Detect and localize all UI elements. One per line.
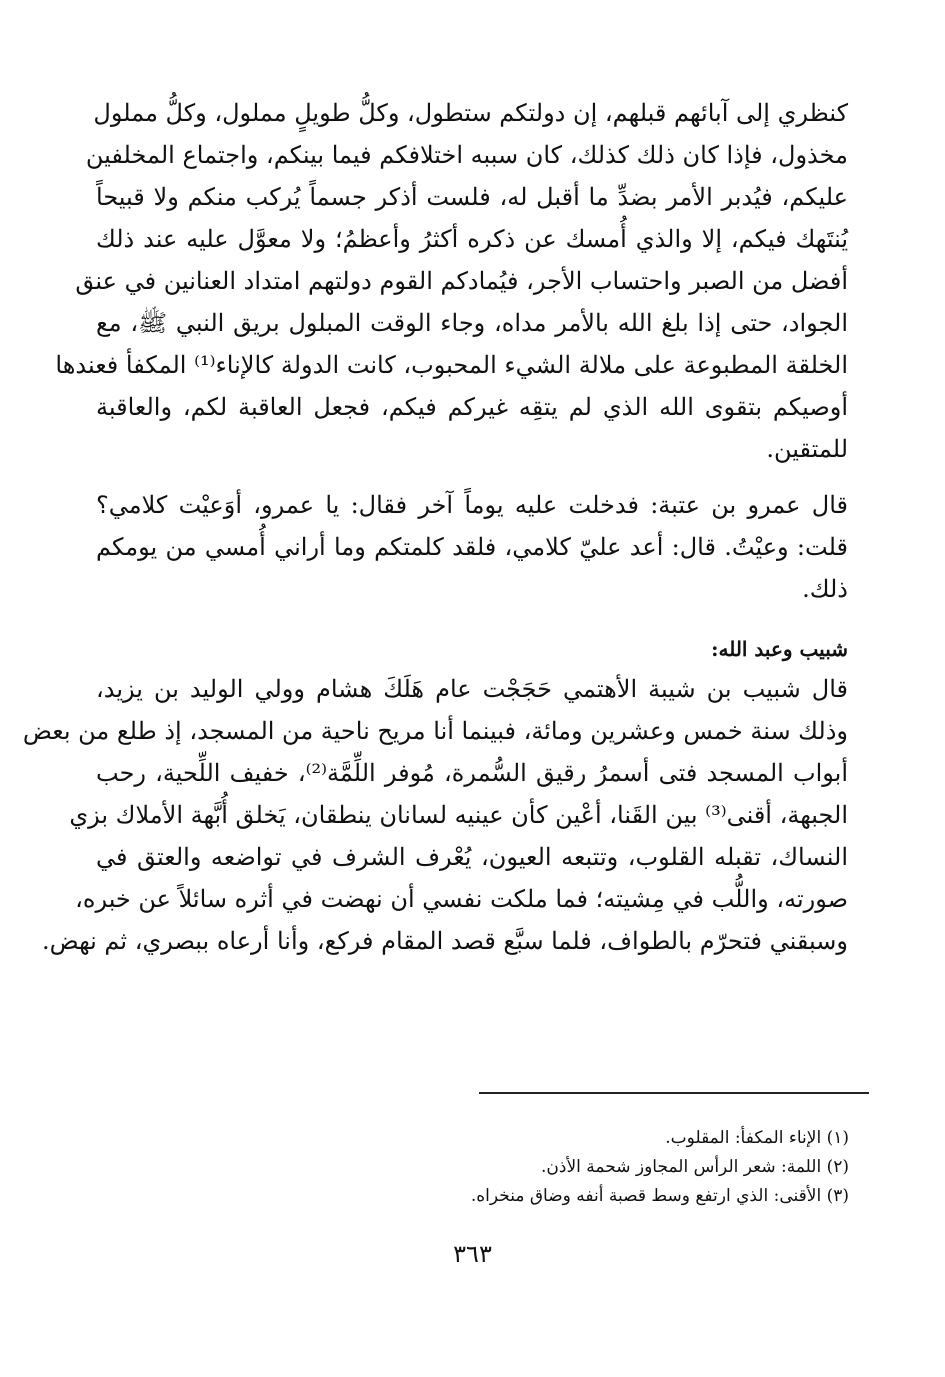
page-body: [22, 92, 849, 962]
text-line: وسبقني فتحرّم بالطواف، فلما سبَّع قصد المقام فركع، وأنا أرعاه ببصري، ثم نهض.: [42, 927, 848, 955]
text-line: الجواد، حتى إذا بلغ الله بالأمر مداه، وجاء الوقت المبلول بريق النبي ﷺ، مع: [96, 309, 848, 337]
paragraph-1: [55, 92, 848, 470]
text-line: أوصيكم بتقوى الله الذي لم يتقِه غيركم فيكم، فجعل العاقبة لكم، والعاقبة: [96, 393, 848, 421]
footnote-item: (٣) الأقنى: الذي ارتفع وسط قصبة أنفه وضاق منخراه.: [470, 1186, 849, 1206]
text-line: صورته، واللُّب في مِشيته؛ فما ملكت نفسي أن نهضت في أثره سائلاً عن خبره،: [75, 885, 848, 913]
paragraph-2: [96, 484, 848, 610]
text-line: النساك، تقبله القلوب، وتتبعه العيون، يُعْرف الشرف في تواضعه والعتق في: [96, 843, 848, 871]
footnotes: [97, 1124, 849, 1211]
text-line: كنظري إلى آبائهم قبلهم، إن دولتكم ستطول، وكلُّ طويلٍ مملول، وكلُّ مملول: [93, 99, 848, 127]
section-heading: شبيب وعبد الله:: [711, 637, 848, 661]
text-line: وذلك سنة خمس وعشرين ومائة، فبينما أنا مريح ناحية من المسجد، إذ طلع من بعض: [22, 717, 848, 745]
text-line: مخذول، فإذا كان ذلك كذلك، كان سببه اختلافكم فيما بينكم، واجتماع المخلفين: [85, 141, 848, 169]
text-line: أفضل من الصبر واحتساب الأجر، فيُمادكم القوم دولتهم امتداد العنانين في عنق: [75, 267, 848, 295]
paragraph-3: [22, 668, 849, 962]
text-line: قلت: وعيْتُ. قال: أعد عليّ كلامي، فلقد كلمتكم وما أراني أُمسي من يومكم: [96, 533, 848, 561]
footnote-item: (٢) اللمة: شعر الرأس المجاوز شحمة الأذن.: [541, 1157, 849, 1177]
footnote-divider: [479, 1092, 869, 1094]
paragraph-gap: [96, 470, 848, 484]
text-line: قال شبيب بن شيبة الأهتمي حَجَجْت عام هَلَكَ هشام وولي الوليد بن يزيد،: [96, 675, 848, 703]
text-line: للمتقين.: [766, 435, 848, 463]
text-line: الخلقة المطبوعة على ملالة الشيء المحبوب، كانت الدولة كالإناء⁽¹⁾ المكفأ فعندها: [55, 351, 848, 379]
footnote-item: (١) الإناء المكفأ: المقلوب.: [665, 1128, 849, 1148]
text-line: أبواب المسجد فتى أسمرُ رقيق السُّمرة، مُوفر اللِّمَّة⁽²⁾، خفيف اللِّحية، رحب: [96, 759, 849, 787]
text-line: الجبهة، أقنى⁽³⁾ بين القَنا، أعْين كأن عينيه لسانان ينطقان، يَخلق أُبَّهة الأملاك بزي: [69, 801, 848, 829]
text-line: يُنتَهك فيكم، إلا والذي أُمسك عن ذكره أكثرُ وأعظمُ؛ ولا معوَّل عليه عند ذلك: [96, 225, 848, 253]
text-line: قال عمرو بن عتبة: فدخلت عليه يوماً آخر فقال: يا عمرو، أوَعيْت كلامي؟: [96, 491, 848, 519]
page-number: ٣٦٣: [453, 1240, 492, 1268]
text-line: عليكم، فيُدبر الأمر بضدِّ ما أقبل له، فلست أذكر جسماً يُركب منكم ولا قبيحاً: [96, 183, 848, 211]
text-line: ذلك.: [802, 575, 848, 603]
